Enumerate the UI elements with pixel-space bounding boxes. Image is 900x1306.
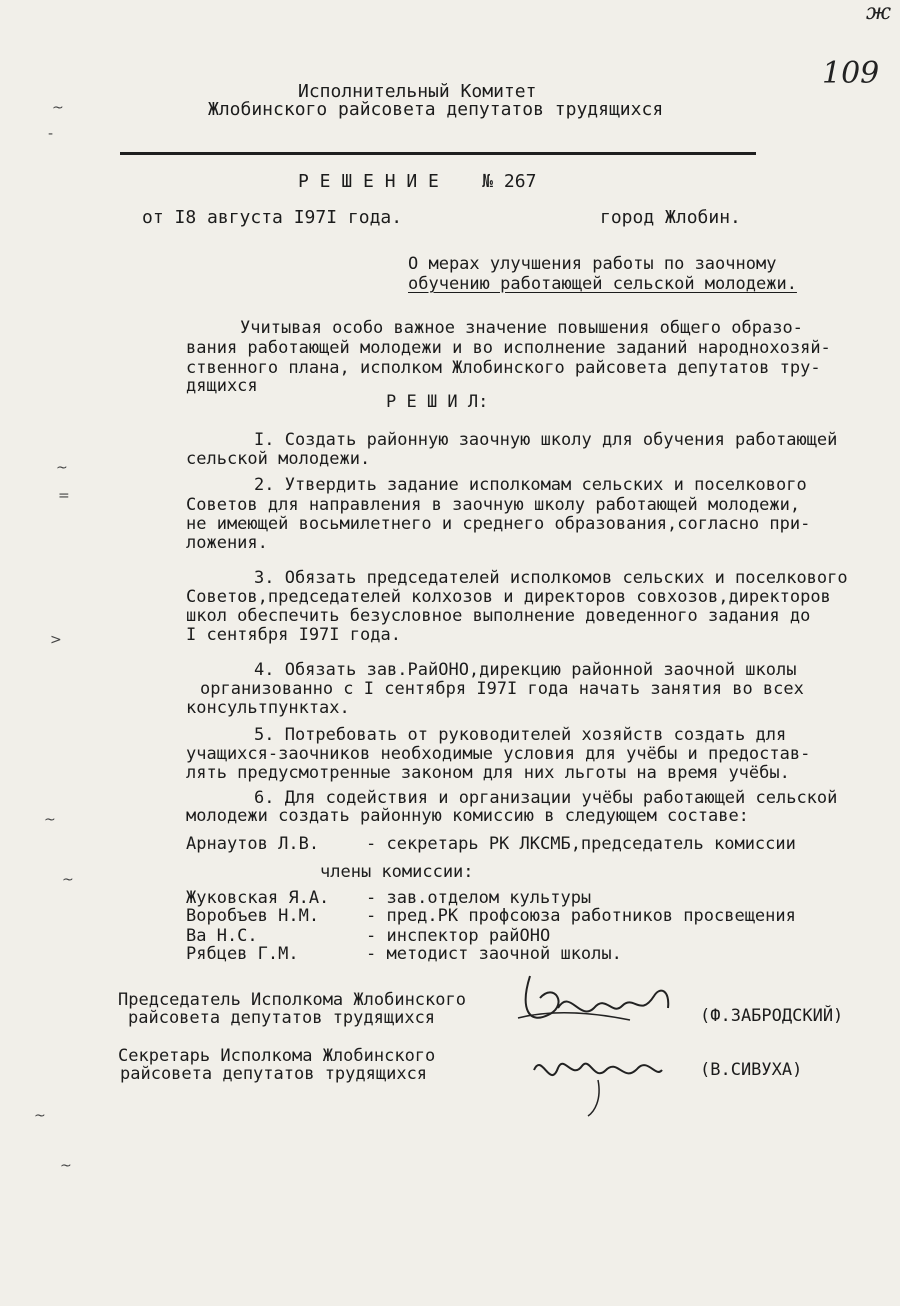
- margin-mark: -: [48, 126, 54, 142]
- preamble-line-3: ственного плана, исполком Жлобинского райсовета депутатов тру-: [186, 358, 821, 378]
- item-1-line-1: I. Создать районную заочную школу для обучения работающей: [254, 430, 838, 450]
- signer-1-name: (Ф.ЗАБРОДСКИЙ): [700, 1006, 844, 1026]
- page-number: 109: [822, 56, 880, 91]
- item-2-line-4: ложения.: [186, 533, 268, 553]
- item-1-line-2: сельской молодежи.: [186, 449, 371, 469]
- subject-line-2: обучению работающей сельской молодежи.: [408, 274, 797, 294]
- item-5-line-3: лять предусмотренные законом для них льготы на время учёбы.: [186, 763, 790, 783]
- decision-date: от I8 августа I97I года.: [142, 207, 403, 228]
- header-line-2: Жлобинского райсовета депутатов трудящихся: [208, 99, 664, 120]
- margin-mark: =: [58, 488, 70, 504]
- decision-city: город Жлобин.: [600, 207, 741, 228]
- margin-mark: ~: [60, 1158, 72, 1174]
- preamble-line-2: вания работающей молодежи и во исполнение заданий народнохозяй-: [186, 338, 831, 358]
- signer-2-title-1: Секретарь Исполкома Жлобинского: [118, 1046, 436, 1066]
- margin-mark: ~: [44, 812, 56, 828]
- item-2-line-1: 2. Утвердить задание исполкомам сельских и поселкового: [254, 475, 807, 495]
- item-4-line-3: консультпунктах.: [186, 698, 350, 718]
- item-3-line-1: 3. Обязать председателей исполкомов сельских и поселкового: [254, 568, 848, 588]
- chair-name: Арнаутов Л.В.: [186, 834, 320, 854]
- margin-mark: >: [50, 632, 62, 648]
- margin-mark: ~: [62, 872, 74, 888]
- item-2-line-3: не имеющей восьмилетнего и среднего образования,согласно при-: [186, 514, 811, 534]
- members-label: члены комиссии:: [320, 862, 474, 882]
- signer-1-title-2: райсовета депутатов трудящихся: [128, 1008, 436, 1028]
- signer-2-title-2: райсовета депутатов трудящихся: [120, 1064, 428, 1084]
- header-rule: [120, 152, 756, 155]
- signer-1-title-1: Председатель Исполкома Жлобинского: [118, 990, 466, 1010]
- item-3-line-3: школ обеспечить безусловное выполнение доведенного задания до: [186, 606, 811, 626]
- signer-2-name: (В.СИВУХА): [700, 1060, 803, 1080]
- corner-mark: ж: [866, 0, 892, 25]
- item-2-line-2: Советов для направления в заочную школу работающей молодежи,: [186, 495, 801, 515]
- decision-title: Р Е Ш Е Н И Е № 267: [298, 171, 537, 192]
- item-4-line-2: организованно с I сентября I97I года начать занятия во всех: [200, 679, 804, 699]
- preamble-line-4: дящихся: [186, 376, 258, 396]
- margin-mark: ~: [52, 100, 64, 116]
- item-3-line-2: Советов,председателей колхозов и директоров совхозов,директоров: [186, 587, 831, 607]
- item-3-line-4: I сентября I97I года.: [186, 625, 401, 645]
- subject-line-1: О мерах улучшения работы по заочному: [408, 254, 777, 274]
- item-4-line-1: 4. Обязать зав.РайОНО,дирекцию районной заочной школы: [254, 660, 797, 680]
- member-4-role: - методист заочной школы.: [366, 944, 622, 964]
- margin-mark: ~: [56, 460, 68, 476]
- chairman-signature: [510, 968, 680, 1048]
- item-5-line-2: учащихся-заочников необходимые условия для учёбы и предостав-: [186, 744, 811, 764]
- member-3-name: Ва Н.С.: [186, 926, 258, 946]
- chair-role: - секретарь РК ЛКСМБ,председатель комиссии: [366, 834, 796, 854]
- margin-mark: ~: [34, 1108, 46, 1124]
- resolved-heading: Р Е Ш И Л:: [386, 392, 489, 412]
- secretary-signature: [528, 1040, 678, 1120]
- header-line-1: Исполнительный Комитет: [298, 81, 537, 102]
- member-1-role: - зав.отделом культуры: [366, 888, 592, 908]
- item-6-line-2: молодежи создать районную комиссию в следующем составе:: [186, 806, 749, 826]
- member-1-name: Жуковская Я.А.: [186, 888, 330, 908]
- member-2-name: Воробъев Н.М.: [186, 906, 320, 926]
- preamble-line-1: Учитывая особо важное значение повышения общего образо-: [240, 318, 803, 338]
- member-3-role: - инспектор райОНО: [366, 926, 551, 946]
- item-5-line-1: 5. Потребовать от руководителей хозяйств создать для: [254, 725, 787, 745]
- member-2-role: - пред.РК профсоюза работников просвещения: [366, 906, 796, 926]
- member-4-name: Рябцев Г.М.: [186, 944, 299, 964]
- item-6-line-1: 6. Для содействия и организации учёбы работающей сельской: [254, 788, 838, 808]
